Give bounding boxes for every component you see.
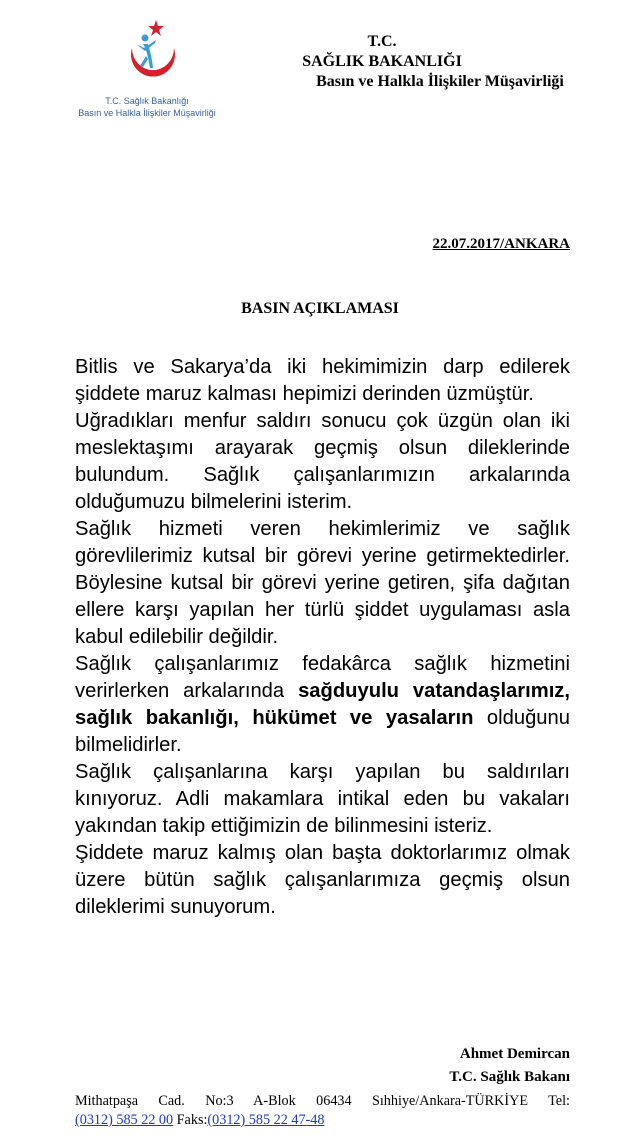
paragraph-4 <box>75 651 570 759</box>
paragraph-4-start: Sağlık çalışanlarımız fedakârca sağlık hizmetini verirlerken arkalarında <box>75 653 570 702</box>
fax-label: Faks: <box>173 1112 208 1128</box>
letterhead-line-3: Basın ve Halkla İlişkiler Müşavirliği <box>316 73 564 90</box>
logo-line-1: T.C. Sağlık Bakanlığı <box>105 96 189 106</box>
fax-link[interactable]: (0312) 585 22 47-48 <box>207 1112 325 1128</box>
paragraph-1: Bitlis ve Sakarya’da iki hekimimizin darp edilerek şiddete maruz kalması hepimizi derinden üzmüştür. <box>75 356 570 405</box>
signatory-name: Ahmet Demircan <box>459 1046 570 1062</box>
footer-contacts <box>75 1111 324 1130</box>
paragraph-2: Uğradıkları menfur saldırı sonucu çok üzgün olan iki meslektaşımı arayarak geçmiş olsun dileklerinde bulundum. Sağlık çalışanlarımızın arkalarında olduğumuzu bilmelerini isterim. <box>75 410 570 513</box>
paragraph-5: Sağlık çalışanlarına karşı yapılan bu saldırıları kınıyoruz. Adli makamlara intikal eden bu vakaları yakından takip ettiğimizin de bilinmesini isteriz. <box>75 761 570 837</box>
footer-address: Mithatpaşa Cad. No:3 A-Blok 06434 Sıhhiye/Ankara-TÜRKİYE Tel: <box>75 1093 570 1109</box>
statement-body <box>75 354 570 921</box>
document-title: BASIN AÇIKLAMASI <box>241 300 399 317</box>
paragraph-3: Sağlık hizmeti veren hekimlerimiz ve sağlık görevlilerimiz kutsal bir görevi yerine getirmektedirler. Böylesine kutsal bir görevi yerine getiren, şifa dağıtan ellere karşı yapılan her türlü şiddet uygulaması asla kabul edilebilir değildir. <box>75 518 570 648</box>
logo-line-2: Basın ve Halkla İlişkiler Müşavirliği <box>78 108 216 118</box>
crescent-star-icon <box>122 18 182 96</box>
letterhead-line-2: SAĞLIK BAKANLIĞI <box>302 53 462 70</box>
phone-link[interactable]: (0312) 585 22 00 <box>75 1112 174 1128</box>
paragraph-4-emphasis: sağduyulu vatandaşlarımız, sağlık bakanlığı, hükümet ve yasaların <box>75 680 571 729</box>
signatory-role: T.C. Sağlık Bakanı <box>449 1069 570 1085</box>
document-date: 22.07.2017/ANKARA <box>432 236 570 252</box>
paragraph-4-end: olduğunu bilmelidirler. <box>75 707 570 756</box>
letterhead <box>212 32 564 92</box>
paragraph-6: Şiddete maruz kalmış olan başta doktorlarımız olmak üzere bütün sağlık çalışanlarımıza geçmiş olsun dileklerimi sunuyorum. <box>75 842 570 918</box>
letterhead-line-1: T.C. <box>367 33 397 50</box>
